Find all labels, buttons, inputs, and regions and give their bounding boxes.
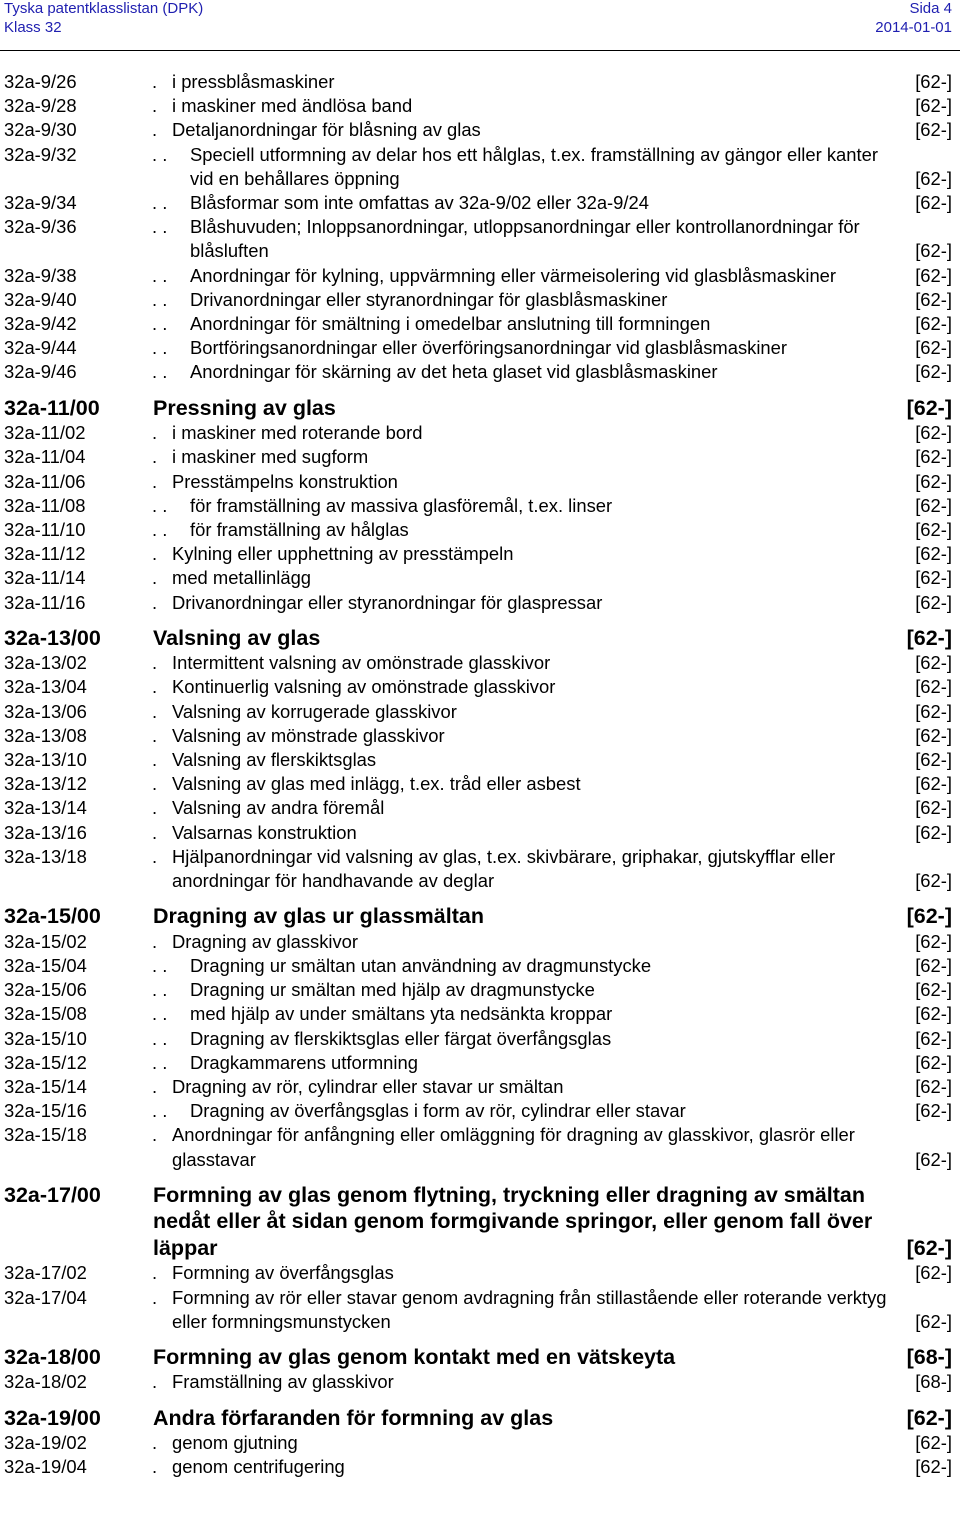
class-code: 32a-15/18 [4,1124,87,1146]
reference-code: [62-] [907,494,952,518]
level-dots: . [152,700,158,722]
class-description [172,118,956,142]
reference-code: [62-] [899,1405,952,1432]
class-entry [0,930,960,954]
description-text: för framställning av massiva glasföremål, t.ex. linser [190,494,613,516]
reference-code: [68-] [907,1370,952,1394]
level-dots: . . [152,216,168,238]
level-dots: . . [152,143,168,165]
class-entry [0,651,960,675]
class-code: 32a-13/12 [4,773,87,795]
level-dots: . [152,773,158,795]
reference-code: [62-] [907,1002,952,1026]
level-dots: . . [152,518,168,540]
description-text: Valsning av korrugerade glasskivor [172,700,457,722]
level-dots: . [152,567,158,589]
class-description [172,421,956,445]
reference-code: [62-] [907,748,952,772]
class-code: 32a-19/04 [4,1456,87,1478]
class-code: 32a-17/04 [4,1286,87,1308]
level-dots: . [152,652,158,674]
class-entry [0,118,960,142]
level-dots: . . [152,494,168,516]
description-text: Valsning av andra föremål [172,797,385,819]
class-code: 32a-15/10 [4,1027,87,1049]
reference-code: [62-] [899,625,952,652]
class-entry [0,1370,960,1394]
reference-code: [62-] [907,869,952,893]
reference-code: [62-] [907,1099,952,1123]
level-dots: . [152,1371,158,1393]
class-code: 32a-9/40 [4,288,77,310]
class-code: 32a-13/14 [4,797,87,819]
reference-code: [62-] [907,821,952,845]
class-code: 32a-15/04 [4,955,87,976]
class-code: 32a-18/00 [4,1344,101,1369]
class-code: 32a-13/06 [4,700,87,722]
reference-code: [62-] [907,954,952,978]
class-entry [0,724,960,748]
reference-code: [62-] [907,1051,952,1075]
reference-code: [62-] [899,903,952,930]
class-description [172,70,956,94]
class-description [172,1370,956,1394]
class-description [190,312,956,336]
description-text: Dragkammarens utformning [190,1051,418,1073]
reference-code: [62-] [907,724,952,748]
level-dots: . [152,422,158,444]
reference-code: [62-] [907,1075,952,1099]
group-heading [0,1182,960,1262]
class-description [190,336,956,360]
reference-code: [62-] [907,978,952,1002]
reference-code: [62-] [907,94,952,118]
class-code: 32a-9/28 [4,95,77,117]
reference-code: [62-] [907,1455,952,1479]
class-entry [0,1431,960,1455]
class-description [172,930,956,954]
class-code: 32a-13/02 [4,652,87,674]
class-code: 32a-9/42 [4,313,77,335]
class-entry [0,1261,960,1285]
class-description [172,591,956,615]
level-dots: . . [152,1003,168,1025]
class-entry [0,360,960,384]
description-text: Formning av glas genom kontakt med en vätskeyta [153,1344,676,1369]
class-entry [0,748,960,772]
reference-code: [62-] [907,288,952,312]
class-description [190,360,956,384]
group-title [153,1182,956,1262]
class-code: 32a-18/02 [4,1371,87,1393]
class-description [190,288,956,312]
class-description [172,566,956,590]
description-text: i maskiner med ändlösa band [172,95,413,117]
class-code: 32a-9/26 [4,71,77,92]
class-description [190,1027,956,1051]
level-dots: . . [152,1051,168,1073]
class-description [190,191,956,215]
class-code: 32a-9/32 [4,143,77,165]
reference-code: [62-] [907,566,952,590]
level-dots: . . [152,955,168,976]
class-entry [0,336,960,360]
class-code: 32a-15/06 [4,979,87,1001]
class-description [172,94,956,118]
class-description [172,772,956,796]
description-text: genom centrifugering [172,1456,345,1478]
class-description [190,978,956,1002]
class-entry [0,445,960,469]
description-text: Pressning av glas [153,395,336,420]
group-heading [0,625,960,652]
description-text: Valsning av glas med inlägg, t.ex. tråd eller asbest [172,773,581,795]
class-entry [0,312,960,336]
reference-code: [62-] [907,239,952,263]
description-text: Framställning av glasskivor [172,1371,394,1393]
class-description [190,143,956,191]
description-text: Speciell utformning av delar hos ett hålglas, t.ex. framställning av gängor eller kanter vid en behållares öppning [190,143,878,189]
description-text: Detaljanordningar för blåsning av glas [172,119,481,141]
class-description [172,1075,956,1099]
class-code: 32a-9/30 [4,119,77,141]
class-label: Klass 32 [4,19,62,36]
class-code: 32a-19/02 [4,1432,87,1454]
class-code: 32a-15/12 [4,1051,87,1073]
level-dots: . . [152,288,168,310]
level-dots: . . [152,192,168,214]
level-dots: . . [152,337,168,359]
description-text: Dragning ur smältan med hjälp av dragmunstycke [190,979,595,1001]
group-title [153,903,956,930]
document-title: Tyska patentklasslistan (DPK) [4,0,204,17]
description-text: Valsning av flerskiktsglas [172,749,377,771]
reference-code: [62-] [907,445,952,469]
class-code: 32a-19/00 [4,1405,101,1430]
group-heading [0,1405,960,1432]
class-description [172,700,956,724]
class-code: 32a-17/00 [4,1182,101,1207]
level-dots: . [152,1076,158,1098]
level-dots: . [152,119,158,141]
level-dots: . [152,1124,158,1146]
reference-code: [62-] [907,1148,952,1172]
level-dots: . [152,1286,158,1308]
class-description [190,215,956,263]
level-dots: . [152,930,158,952]
level-dots: . [152,1432,158,1454]
reference-code: [62-] [907,118,952,142]
description-text: Andra förfaranden för formning av glas [153,1405,554,1430]
class-code: 32a-15/16 [4,1100,87,1122]
class-entry [0,591,960,615]
class-description [190,1051,956,1075]
reference-code: [62-] [907,675,952,699]
class-entry [0,70,960,94]
group-heading [0,903,960,930]
class-entry [0,191,960,215]
reference-code: [62-] [907,1261,952,1285]
group-title [153,625,956,652]
reference-code: [62-] [907,1431,952,1455]
class-description [172,1261,956,1285]
reference-code: [62-] [907,470,952,494]
class-entry [0,518,960,542]
level-dots: . . [152,361,168,383]
class-entry [0,1002,960,1026]
group-title [153,1405,956,1432]
class-description [172,748,956,772]
level-dots: . . [152,1027,168,1049]
level-dots: . [152,71,158,92]
class-description [172,845,956,893]
class-code: 32a-9/34 [4,192,77,214]
reference-code: [62-] [907,336,952,360]
group-title [153,395,956,422]
class-entry [0,796,960,820]
description-text: Valsning av mönstrade glasskivor [172,724,445,746]
class-entry [0,1455,960,1479]
class-description [172,796,956,820]
reference-code: [62-] [907,264,952,288]
class-entry [0,494,960,518]
reference-code: [62-] [907,191,952,215]
description-text: i maskiner med roterande bord [172,422,423,444]
page-number: Sida 4 [909,0,952,17]
class-code: 32a-15/02 [4,930,87,952]
class-code: 32a-13/08 [4,724,87,746]
class-code: 32a-9/36 [4,216,77,238]
description-text: Blåsformar som inte omfattas av 32a-9/02 eller 32a-9/24 [190,192,649,214]
class-description [172,445,956,469]
class-description [190,1099,956,1123]
level-dots: . . [152,313,168,335]
reference-code: [62-] [907,360,952,384]
class-entry [0,821,960,845]
description-text: Intermittent valsning av omönstrade glasskivor [172,652,551,674]
description-text: med metallinlägg [172,567,312,589]
class-description [172,1123,956,1171]
class-code: 32a-11/10 [4,518,86,540]
classification-list [0,70,960,1480]
class-code: 32a-11/14 [4,567,86,589]
class-entry [0,1286,960,1334]
level-dots: . [152,1456,158,1478]
class-description [172,542,956,566]
description-text: Dragning av glasskivor [172,930,359,952]
class-description [172,724,956,748]
description-text: Hjälpanordningar vid valsning av glas, t.ex. skivbärare, griphakar, gjutskyfflar eller anordningar för handhavande av deglar [172,845,836,892]
reference-code: [62-] [907,1310,952,1334]
class-code: 32a-15/00 [4,904,101,929]
class-code: 32a-11/04 [4,446,86,468]
description-text: med hjälp av under smältans yta nedsänkta kroppar [190,1003,613,1025]
reference-code: [62-] [907,421,952,445]
level-dots: . [152,470,158,492]
description-text: Dragning av flerskiktsglas eller färgat överfångsglas [190,1027,612,1049]
level-dots: . [152,724,158,746]
class-entry [0,675,960,699]
reference-code: [62-] [907,930,952,954]
group-title [153,1344,956,1371]
class-code: 32a-15/08 [4,1003,87,1025]
header-divider [0,50,960,51]
class-entry [0,470,960,494]
level-dots: . [152,676,158,698]
reference-code: [62-] [907,700,952,724]
class-code: 32a-9/38 [4,264,77,286]
level-dots: . [152,543,158,565]
class-entry [0,978,960,1002]
reference-code: [62-] [907,796,952,820]
reference-code: [62-] [907,312,952,336]
description-text: Drivanordningar eller styranordningar för glaspressar [172,591,603,613]
class-entry [0,264,960,288]
description-text: Valsning av glas [153,625,321,650]
class-description [172,821,956,845]
description-text: Anordningar för smältning i omedelbar anslutning till formningen [190,313,711,335]
class-code: 32a-17/02 [4,1262,87,1284]
class-code: 32a-11/16 [4,591,86,613]
level-dots: . [152,821,158,843]
description-text: Dragning av överfångsglas i form av rör, cylindrar eller stavar [190,1100,686,1122]
level-dots: . . [152,264,168,286]
level-dots: . [152,1262,158,1284]
class-description [190,1002,956,1026]
class-entry [0,566,960,590]
description-text: Anordningar för skärning av det heta glaset vid glasblåsmaskiner [190,361,718,383]
class-entry [0,421,960,445]
reference-code: [62-] [907,591,952,615]
reference-code: [62-] [899,1235,952,1262]
level-dots: . [152,591,158,613]
class-entry [0,700,960,724]
description-text: Formning av rör eller stavar genom avdragning från stillastående eller roterande verktyg eller formningsmunstycken [172,1286,887,1332]
class-entry [0,1099,960,1123]
class-entry [0,1123,960,1171]
reference-code: [62-] [907,518,952,542]
class-entry [0,1075,960,1099]
reference-code: [62-] [907,772,952,796]
description-text: för framställning av hålglas [190,518,409,540]
description-text: Kylning eller upphettning av presstämpeln [172,543,514,565]
description-text: Dragning ur smältan utan användning av dragmunstycke [190,955,652,976]
class-code: 32a-11/00 [4,395,100,420]
reference-code: [62-] [907,542,952,566]
description-text: Formning av glas genom flytning, tryckning eller dragning av smältan nedåt eller åt sidan genom formgivande springor, eller genom fall över läppar [153,1182,873,1260]
description-text: Blåshuvuden; Inloppsanordningar, utloppsanordningar eller kontrollanordningar för blåsluften [190,216,860,262]
class-description [172,675,956,699]
description-text: genom gjutning [172,1432,298,1454]
group-heading [0,1344,960,1371]
reference-code: [62-] [907,70,952,94]
class-description [190,494,956,518]
class-entry [0,94,960,118]
class-code: 32a-11/02 [4,422,86,444]
class-description [172,651,956,675]
level-dots: . . [152,1100,168,1122]
class-code: 32a-13/10 [4,749,87,771]
reference-code: [62-] [899,395,952,422]
level-dots: . [152,797,158,819]
description-text: i maskiner med sugform [172,446,369,468]
description-text: Presstämpelns konstruktion [172,470,398,492]
description-text: Valsarnas konstruktion [172,821,357,843]
class-code: 32a-13/04 [4,676,87,698]
class-code: 32a-11/06 [4,470,86,492]
class-description [172,1455,956,1479]
level-dots: . [152,845,158,867]
level-dots: . [152,446,158,468]
description-text: Anordningar för kylning, uppvärmning eller värmeisolering vid glasblåsmaskiner [190,264,837,286]
level-dots: . [152,749,158,771]
class-code: 32a-15/14 [4,1076,87,1098]
class-code: 32a-13/18 [4,845,87,867]
class-description [190,264,956,288]
document-date: 2014-01-01 [875,19,952,36]
class-code: 32a-11/08 [4,494,86,516]
class-entry [0,215,960,263]
reference-code: [62-] [907,1027,952,1051]
reference-code: [62-] [907,651,952,675]
description-text: Anordningar för anfångning eller omläggning för dragning av glasskivor, glasrör eller glasstavar [172,1124,855,1170]
description-text: Kontinuerlig valsning av omönstrade glasskivor [172,676,556,698]
description-text: Dragning av glas ur glassmältan [153,904,484,929]
class-entry [0,542,960,566]
description-text: Bortföringsanordningar eller överföringsanordningar vid glasblåsmaskiner [190,337,787,359]
class-description [172,1431,956,1455]
class-description [172,470,956,494]
description-text: Dragning av rör, cylindrar eller stavar ur smältan [172,1076,564,1098]
page-header [0,0,960,58]
class-entry [0,1051,960,1075]
group-heading [0,395,960,422]
class-code: 32a-13/16 [4,821,87,843]
class-description [172,1286,956,1334]
class-entry [0,143,960,191]
class-entry [0,845,960,893]
description-text: Formning av överfångsglas [172,1262,394,1284]
class-description [190,518,956,542]
description-text: i pressblåsmaskiner [172,71,335,92]
description-text: Drivanordningar eller styranordningar för glasblåsmaskiner [190,288,668,310]
class-code: 32a-13/00 [4,625,101,650]
class-entry [0,1027,960,1051]
class-code: 32a-9/46 [4,361,77,383]
level-dots: . . [152,979,168,1001]
reference-code: [68-] [899,1344,952,1371]
class-description [190,954,956,978]
class-code: 32a-9/44 [4,337,77,359]
class-code: 32a-11/12 [4,543,86,565]
reference-code: [62-] [907,167,952,191]
level-dots: . [152,95,158,117]
class-entry [0,772,960,796]
class-entry [0,954,960,978]
class-entry [0,288,960,312]
